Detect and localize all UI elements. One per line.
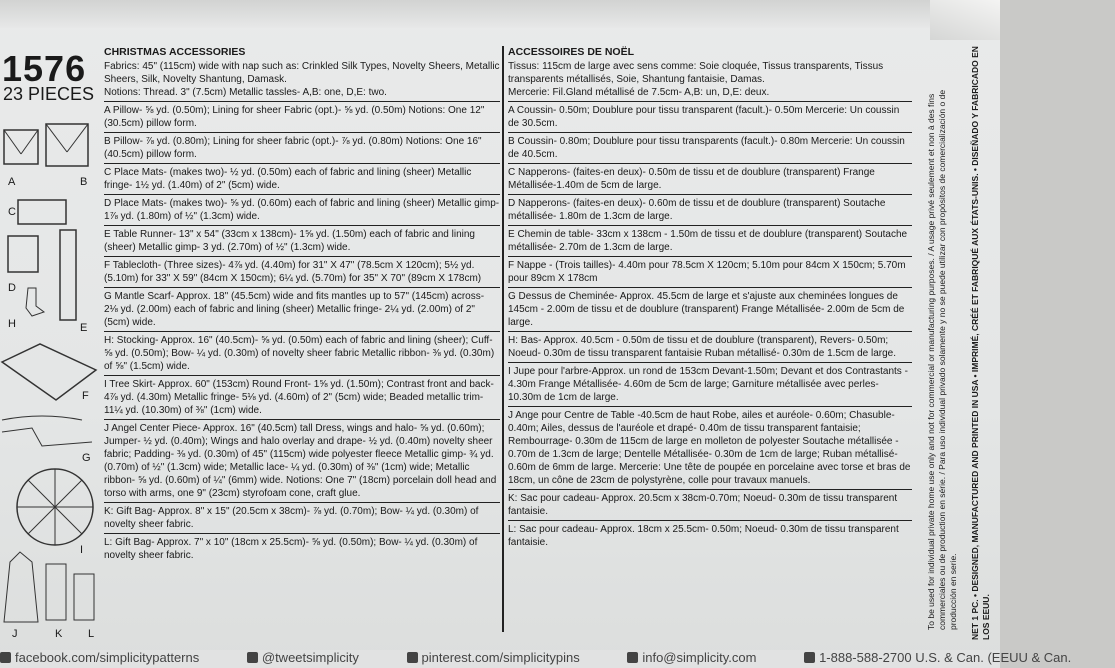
view-label-l: L [88,628,95,640]
english-title: CHRISTMAS ACCESSORIES [104,46,246,58]
english-section-l: L: Gift Bag- Approx. 7" x 10" (18cm x 25.5cm)- ⅝ yd. (0.50m); Bow- ¼ yd. (0.30m) of novelty sheer fabric. [104,533,500,564]
view-illustrations-svg [0,112,100,652]
english-column [104,46,500,564]
english-section-e: E Table Runner- 13" x 54" (33cm x 138cm)- 1⅝ yd. (1.50m) each of fabric and lining (sheer) Metallic gimp- 3 yd. (2.70m) of ½" (1.3cm) wide. [104,225,500,256]
french-title: ACCESSOIRES DE NOËL [508,46,635,58]
english-section-h: H: Stocking- Approx. 16" (40.5cm)- ⅝ yd. (0.50m) each of fabric and lining (sheer); Cuff- ⅝ yd. (0.50m); Bow- ¼ yd. (0.30m) of novelty sheer fabric Metallic ribbon- ⅜ yd. (0.30m) of ⅝" (1.5cm) wide. [104,331,500,375]
french-section-k: K: Sac pour cadeau- Approx. 20.5cm x 38cm-0.70m; Noeud- 0.30m de tissu transparent fantaisie. [508,489,912,520]
phone-icon [804,652,815,663]
email-link[interactable]: info@simplicity.com [627,650,778,665]
french-fabrics: Tissus: 115cm de large avec sens comme: Soie cloquée, Tissus transparents, Tissus transparents métallisés, Soie, Shantung fantaisie, Damas. [508,61,884,85]
view-label-j: J [12,628,18,640]
corner-fold [930,0,1000,40]
facebook-icon [0,652,11,663]
twitter-link[interactable]: @tweetsimplicity [247,650,381,665]
view-label-f: F [82,390,89,402]
view-label-g: G [82,452,91,464]
french-section-b: B Coussin- 0.80m; Doublure pour tissu transparents (facult.)- 0.80m Mercerie: Un coussin de 40.5cm. [508,132,912,163]
pinterest-link[interactable]: pinterest.com/simplicitypins [407,650,602,665]
usage-disclaimer: To be used for individual private home use only and not for commercial or manufacturing purposes. / A usage privé seulement et non à des fins commerciales ou de production en série. / Para uso individual privado solamente y no se puede utilizar con propósitos de comercialización o de producción en serie. [926,89,958,630]
english-section-c: C Place Mats- (makes two)- ½ yd. (0.50m) each of fabric and lining (sheer) Metallic fringe- 1½ yd. (1.40m) of 2" (5cm) wide. [104,163,500,194]
english-fabrics: Fabrics: 45" (115cm) wide with nap such as: Crinkled Silk Types, Novelty Sheers, Metallic Sheers, Silk, Novelty Shantung, Damask. [104,61,500,85]
english-section-j: J Angel Center Piece- Approx. 16" (40.5cm) tall Dress, wings and halo- ⅝ yd. (0.60m); Jumper- ½ yd. (0.40m); Wings and halo overlay and drape- ½ yd. (0.40m) novelty sheer fabric; Padding- ⅜ yd. (0.30m) of 45" (115cm) wide polyester fleece Metallic gimp- ¾ yd. (0.70m) of ½" (1.3cm) wide; Metallic lace- ¼ yd. (0.30m) of ⅜" (1cm) wide; Metallic ribbon- ⅝ yd. (0.60m) of ¼" (6mm) wide. Notions: One 7" (18cm) porcelain doll head and torso with arms, one 9" (23cm) styrofoam cone, craft glue. [104,419,500,502]
french-section-l: L: Sac pour cadeau- Approx. 18cm x 25.5cm- 0.50m; Noeud- 0.30m de tissu transparent fantaisie. [508,520,912,551]
french-section-e: E Chemin de table- 33cm x 138cm - 1.50m de tissu et de doublure (transparent) Soutache métallisée- 2.70m de 1.3cm de large. [508,225,912,256]
english-section-b: B Pillow- ⅞ yd. (0.80m); Lining for sheer fabric (opt.)- ⅞ yd. (0.80m) Notions: One 16" (40.5cm) pillow form. [104,132,500,163]
english-section-f: F Tablecloth- (Three sizes)- 4⅞ yd. (4.40m) for 31" X 47" (78.5cm X 120cm); 5½ yd. (5.10m) for 33" X 59" (84cm X 150cm); 6¼ yd. (5.70m) for 35" X 70" (89cm X 178cm) [104,256,500,287]
french-section-c: C Napperons- (faites-en deux)- 0.50m de tissu et de doublure (transparent) Frange Métallisée-1.40m de 5cm de large. [508,163,912,194]
english-section-g: G Mantle Scarf- Approx. 18" (45.5cm) wide and fits mantles up to 57" (145cm) across- 2⅛ yd. (2.00m) each of fabric and lining (sheer) Metallic fringe- 2¼ yd. (2.00m) of 2" (5cm) wide. [104,287,500,331]
french-section-h: H: Bas- Approx. 40.5cm - 0.50m de tissu et de doublure (transparent), Revers- 0.50m; Noeud- 0.30m de tissu transparent fantaisie Ruban métallisé- 0.30m de 1.5cm de large. [508,331,912,362]
manufacturing-note: NET 1 PC. • DESIGNED, MANUFACTURED AND PRINTED IN USA • IMPRIMÉ, CRÉÉ ET FABRIQUÉ AUX ÉTATS-UNIS. • DISEÑADO Y FABRICADO EN LOS EEUU. [970,46,991,640]
english-notions: Notions: Thread. 3" (7.5cm) Metallic tassles- A,B: one, D,E: two. [104,87,387,98]
view-label-e: E [80,322,88,334]
view-label-k: K [55,628,63,640]
view-label-b: B [80,176,88,188]
view-label-a: A [8,176,16,188]
english-section-d: D Place Mats- (makes two)- ⅝ yd. (0.60m) each of fabric and lining (sheer) Metallic gimp- 1⅞ yd. (1.80m) of ½" (1.3cm) wide. [104,194,500,225]
column-divider [502,46,504,632]
french-section-d: D Napperons- (faites-en deux)- 0.60m de tissu et de doublure (transparent) Soutache métallisée- 1.80m de 1.3cm de large. [508,194,912,225]
top-fold-shadow [0,0,1000,28]
english-section-a: A Pillow- ⅝ yd. (0.50m); Lining for sheer Fabric (opt.)- ⅝ yd. (0.50m) Notions: One 12" (30.5cm) pillow form. [104,101,500,132]
view-label-h: H [8,318,16,330]
english-section-i: I Tree Skirt- Approx. 60" (153cm) Round Front- 1⅝ yd. (1.50m); Contrast front and back- 4⅞ yd. (4.30m) Metallic fringe- 5⅛ yd. (4.60m) of 2" (5cm) wide; Beaded metallic trim- 11¼ yd. (10.30m) of ⅜" (1cm) wide. [104,375,500,419]
email-icon [627,652,638,663]
french-section-j: J Ange pour Centre de Table -40.5cm de haut Robe, ailes et auréole- 0.60m; Chasuble- 0.40m; Ailes, dessus de l'auréole et drapé- 0.40m de tissu transparent fantaisie; Rembourrage- 0.30m de 115cm de large en molleton de polyester Soutache métallisée - 0.70m de 1.3cm de large; Dentelle Métallisée- 0.30m de 1cm de large; Ruban métallisé- 0.60m de 6mm de large. Mercerie: Une tête de poupée en porcelaine avec torse et bras de 18cm, un cône de 23cm de polystyrène, colle pour travaux manuels. [508,406,912,489]
french-section-i: I Jupe pour l'arbre-Approx. un rond de 153cm Devant-1.50m; Devant et dos Contrastants - 4.30m Frange Métallisée- 4.60m de 5cm de large; Garniture métallisée avec perles- 10.30m de 1cm de large. [508,362,912,406]
social-footer [0,650,1072,668]
pieces-count: 23 PIECES [3,84,95,104]
pattern-number: 1576 [2,48,87,89]
french-section-a: A Coussin- 0.50m; Doublure pour tissu transparent (facult.)- 0.50m Mercerie: Un coussin de 30.5cm. [508,101,912,132]
french-notions: Mercerie: Fil.Gland métallisé de 7.5cm- A,B: un, D,E: deux. [508,87,770,98]
phone-number: 1-888-588-2700 U.S. & Can. (EEUU & Can. [804,650,1093,665]
view-label-c: C [8,206,16,218]
french-section-f: F Nappe - (Trois tailles)- 4.40m pour 78.5cm X 120cm; 5.10m pour 84cm X 150cm; 5.70m pour 89cm X 178cm [508,256,912,287]
twitter-icon [247,652,258,663]
french-column [508,46,912,551]
view-label-i: I [80,544,84,556]
french-section-g: G Dessus de Cheminée- Approx. 45.5cm de large et s'ajuste aux cheminées longues de 145cm - 2.00m de tissu et de doublure (transparent) Frange Métallisée- 2.00m de 5cm de large. [508,287,912,331]
pinterest-icon [407,652,418,663]
english-section-k: K: Gift Bag- Approx. 8" x 15" (20.5cm x 38cm)- ⅞ yd. (0.70m); Bow- ¼ yd. (0.30m) of novelty sheer fabric. [104,502,500,533]
facebook-link[interactable]: facebook.com/simplicitypatterns [0,650,221,665]
view-label-d: D [8,282,16,294]
